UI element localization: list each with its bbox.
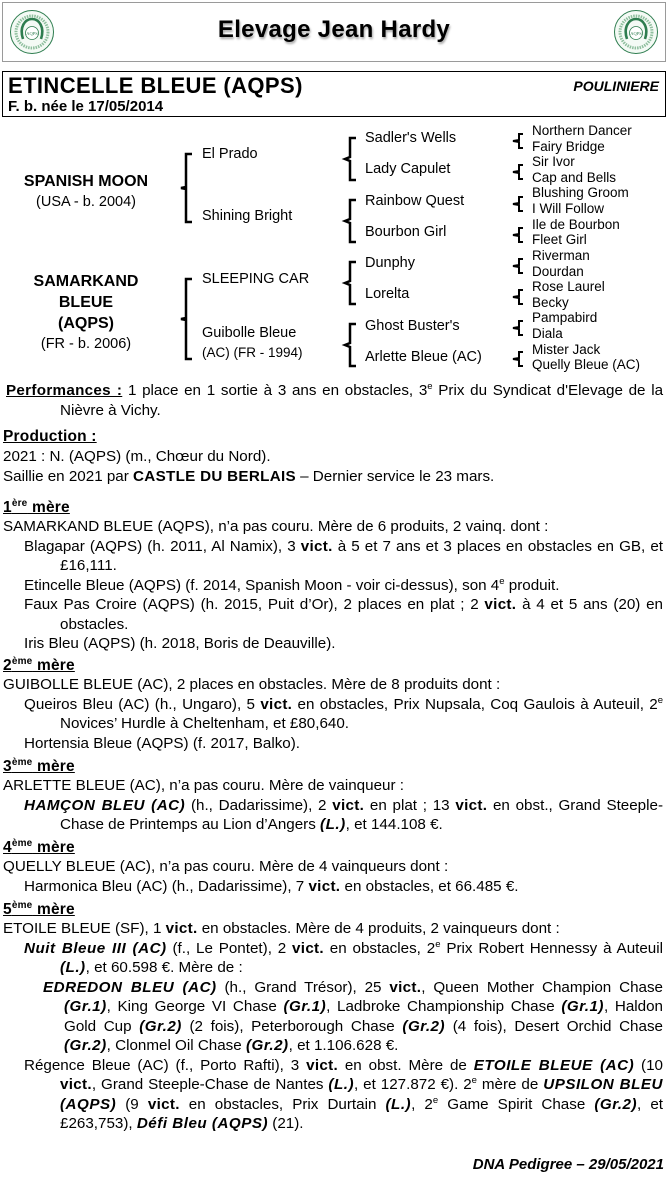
vict-label: vict.	[308, 877, 341, 895]
mere5-product	[3, 939, 663, 978]
winner-name: EDREDON BLEU (AC)	[43, 978, 217, 996]
heading-label: mère	[32, 657, 75, 675]
mere5-grandproduct	[3, 978, 663, 1056]
product-text: Faux Pas Croire (AQPS) (h. 2015, Puit d’Or), 2 places en plat ; 2	[24, 596, 485, 613]
aqps-logo-icon	[613, 9, 659, 55]
mere1-product	[3, 595, 663, 634]
vict-label: vict.	[332, 796, 365, 814]
pedigree-dam	[8, 271, 164, 355]
product-text: , Clonmel Oil Chase	[106, 1037, 246, 1054]
vict-label: vict.	[165, 920, 198, 937]
heading-label: mère	[27, 499, 70, 517]
horse-info-box	[2, 71, 666, 117]
bracket-icon	[334, 196, 360, 246]
mere4-heading	[3, 838, 75, 857]
product-text: (4 fois), Desert Orchid Chase	[445, 1017, 663, 1035]
product-text: en plat ; 13	[364, 796, 456, 814]
dam-name-line: SAMARKAND	[33, 273, 139, 290]
product-text: , Ladbroke Championship Chase	[326, 998, 562, 1015]
race-grade: (L.)	[320, 816, 346, 833]
product-text: mère de	[476, 1076, 544, 1093]
product-text: en obstacles, Prix Nupsala, Coq Gaulois à Auteuil, 2	[292, 695, 658, 713]
product-text: , et 144.108 €.	[345, 816, 443, 833]
pedigree-gen3: Arlette Bleue (AC)	[365, 349, 482, 365]
pedigree-gen4: Sir Ivor	[532, 154, 575, 169]
gen2-info: (AC) (FR - 1994)	[202, 345, 303, 360]
pedigree-gen4: Dourdan	[532, 264, 584, 279]
pedigree-gen2: SLEEPING CAR	[202, 271, 310, 287]
product-text: en obstacles, Prix Durtain	[179, 1095, 386, 1113]
header-title: Elevage Jean Hardy	[217, 16, 451, 43]
race-grade: (L.)	[60, 959, 86, 976]
race-grade: (Gr.2)	[139, 1017, 182, 1035]
product-text: Prix Robert Hennessy à Auteuil	[440, 939, 663, 957]
bracket-icon	[334, 258, 360, 308]
bracket-icon	[507, 318, 527, 338]
svg-text:AQPS: AQPS	[630, 31, 642, 36]
vict-label: vict.	[389, 978, 422, 996]
sire-name: SPANISH MOON	[23, 173, 149, 190]
superscript: e	[499, 575, 505, 587]
production-text: – Dernier service le 23 mars.	[295, 467, 495, 485]
mere4-product	[3, 877, 663, 897]
product-text: (10	[634, 1056, 664, 1074]
footer-source: DNA Pedigree – 29/05/2021	[472, 1156, 664, 1173]
pedigree-gen3: Lorelta	[365, 286, 410, 302]
product-text: (2 fois), Peterborough Chase	[181, 1017, 403, 1035]
mere1-product: Iris Bleu (AQPS) (h. 2018, Boris de Deauville).	[24, 635, 336, 652]
winner-name: ETOILE BLEUE (AC)	[473, 1056, 635, 1074]
superscript: ème	[11, 900, 33, 911]
product-text: , et 1.106.628 €.	[288, 1037, 399, 1054]
bracket-icon	[507, 194, 527, 214]
superscript: ère	[11, 498, 28, 509]
performances-label: Performances :	[6, 382, 123, 399]
product-text: Harmonica Bleu (AC) (h., Dadarissime), 7	[24, 877, 309, 895]
superscript: e	[471, 1074, 477, 1086]
mere5-intro	[3, 919, 663, 939]
pedigree-gen3: Lady Capulet	[365, 161, 451, 177]
performances-section	[3, 381, 663, 420]
product-text: , et £263,753),	[60, 1095, 663, 1132]
mere1-intro: SAMARKAND BLEUE (AQPS), n’a pas couru. Mère de 6 produits, 2 vainq. dont :	[3, 518, 549, 535]
bracket-icon	[507, 287, 527, 307]
winner-name: Défi Bleu (AQPS)	[136, 1115, 269, 1132]
vict-label: vict.	[484, 596, 517, 613]
mere1-product	[3, 537, 663, 576]
race-grade: (Gr.2)	[594, 1095, 638, 1113]
dam-name-line: BLEUE	[58, 294, 114, 311]
race-grade: (Gr.2)	[402, 1017, 446, 1035]
pedigree-sire	[8, 171, 164, 213]
heading-num: 2	[3, 657, 12, 675]
product-text: , et 60.598 €. Mère de :	[85, 959, 243, 976]
product-text: en obstacles, 2	[323, 939, 436, 957]
pedigree-gen4: Northern Dancer	[532, 123, 632, 138]
svg-text:AQPS: AQPS	[26, 31, 38, 36]
pedigree-gen3: Ghost Buster's	[365, 318, 460, 334]
superscript: e	[657, 694, 663, 706]
pedigree-gen3: Sadler's Wells	[365, 130, 457, 146]
pedigree-gen2: El Prado	[202, 146, 258, 162]
heading-label: mère	[32, 758, 75, 776]
pedigree-gen4: Rose Laurel	[532, 279, 605, 294]
product-text: (9	[116, 1095, 148, 1113]
race-grade: (Gr.1)	[64, 998, 107, 1015]
race-grade: (Gr.1)	[283, 998, 327, 1015]
product-text: à 4 et 5 ans (20) en obstacles.	[60, 596, 663, 633]
superscript: ème	[11, 656, 33, 667]
product-text: , King George VI Chase	[106, 998, 284, 1015]
race-grade: (Gr.2)	[245, 1037, 289, 1054]
mere5-product	[3, 1056, 663, 1134]
intro-text: en obstacles. Mère de 4 produits, 2 vainqueurs dont :	[197, 920, 560, 937]
product-text: , Queen Mother Champion Chase	[421, 978, 664, 996]
product-text: produit.	[504, 576, 560, 594]
superscript: e	[427, 380, 433, 392]
product-text: en obstacles, et 66.485 €.	[340, 877, 519, 895]
product-text: à 5 et 7 ans et 3 places en obstacles en GB, et £16,111.	[60, 537, 663, 574]
mere2-section	[3, 675, 663, 753]
pedigree-gen4: Fairy Bridge	[532, 139, 605, 154]
race-grade: (L.)	[385, 1095, 412, 1113]
pedigree-gen4: Ile de Bourbon	[532, 217, 620, 232]
race-grade: (L.)	[328, 1076, 355, 1093]
pedigree-gen4: Pampabird	[532, 310, 598, 325]
bracket-icon	[334, 320, 360, 370]
mere2-product: Hortensia Bleue (AQPS) (f. 2017, Balko).	[24, 734, 301, 752]
vict-label: vict.	[455, 796, 488, 814]
product-text: Régence Bleue (AC) (f., Porto Rafti), 3	[24, 1056, 307, 1074]
mere1-section	[3, 517, 663, 654]
product-text: , 2	[411, 1095, 433, 1113]
sire-info: (USA - b. 2004)	[36, 194, 136, 210]
pedigree-gen3: Dunphy	[365, 255, 415, 271]
superscript: ème	[11, 757, 33, 768]
vict-label: vict.	[147, 1095, 180, 1113]
mere4-section	[3, 857, 663, 896]
product-text: , Haldon Gold Cup	[64, 998, 664, 1035]
bracket-icon	[507, 349, 527, 369]
heading-num: 4	[3, 839, 12, 857]
production-heading: Production :	[3, 428, 97, 445]
mere3-heading	[3, 757, 75, 776]
gen2-name: Guibolle Bleue	[202, 325, 297, 341]
pedigree-gen4: Mister Jack	[532, 342, 601, 357]
vict-label: vict.	[306, 1056, 338, 1074]
superscript: e	[432, 1094, 439, 1106]
pedigree-gen4: I Will Follow	[532, 201, 605, 216]
mere1-product	[3, 576, 663, 596]
heading-num: 5	[3, 901, 12, 919]
pedigree-gen3: Rainbow Quest	[365, 193, 465, 209]
mere3-intro: ARLETTE BLEUE (AC), n’a pas couru. Mère de vainqueur :	[3, 777, 404, 794]
production-line: 2021 : N. (AQPS) (m., Chœur du Nord).	[3, 448, 271, 465]
mere1-heading	[3, 498, 70, 517]
product-text: , et 127.872 €). 2	[354, 1076, 472, 1093]
product-text: Blagapar (AQPS) (h. 2011, Al Namix), 3	[24, 537, 301, 555]
product-text: (21).	[268, 1115, 304, 1132]
pedigree-gen3: Bourbon Girl	[365, 224, 447, 240]
product-text: Game Spirit Chase	[438, 1095, 595, 1113]
bracket-icon	[170, 277, 196, 361]
product-text: , Grand Steeple-Chase de Nantes	[91, 1076, 329, 1093]
mere2-intro: GUIBOLLE BLEUE (AC), 2 places en obstacles. Mère de 8 produits dont :	[3, 676, 501, 693]
vict-label: vict.	[292, 939, 324, 957]
product-text: en obst., Grand Steeple-Chase de Printemps au Lion d’Angers	[60, 796, 664, 833]
bracket-icon	[334, 134, 360, 184]
winner-name: HAMÇON BLEU (AC)	[24, 796, 186, 814]
horse-type: POULINIERE	[573, 78, 659, 94]
vict-label: vict.	[260, 695, 293, 713]
performances-text: 1 place en 1 sortie à 3 ans en obstacles, 3	[122, 382, 428, 399]
pedigree-gen4: Blushing Groom	[532, 185, 629, 200]
mere5-section	[3, 919, 663, 1134]
vict-label: vict.	[300, 537, 333, 555]
heading-label: mère	[32, 901, 75, 919]
page-header	[2, 2, 666, 62]
heading-num: 1	[3, 499, 12, 517]
product-text: (f., Le Pontet), 2	[166, 939, 293, 957]
winner-name: Nuit Bleue III (AC)	[24, 939, 167, 957]
heading-label: mère	[32, 839, 75, 857]
bracket-icon	[507, 131, 527, 151]
superscript: e	[435, 938, 441, 950]
product-text: Queiros Bleu (AC) (h., Ungaro), 5	[24, 695, 261, 713]
pedigree-gen2: Shining Bright	[202, 208, 293, 224]
heading-num: 3	[3, 758, 12, 776]
mere5-heading	[3, 900, 75, 919]
stallion-name: CASTLE DU BERLAIS	[133, 467, 296, 485]
pedigree-gen4: Riverman	[532, 248, 590, 263]
dam-info: (FR - b. 2006)	[40, 336, 132, 352]
bracket-icon	[507, 256, 527, 276]
mere3-section	[3, 776, 663, 835]
mere3-product	[3, 796, 663, 835]
pedigree-gen4: Cap and Bells	[532, 170, 617, 185]
horse-birth: F. b. née le 17/05/2014	[8, 98, 164, 115]
superscript: ème	[11, 838, 33, 849]
pedigree-gen4: Quelly Bleue (AC)	[532, 357, 641, 372]
dam-name-line: (AQPS)	[58, 315, 114, 332]
pedigree-gen4: Fleet Girl	[532, 232, 587, 247]
mere2-heading	[3, 656, 75, 675]
pedigree-gen2	[202, 324, 303, 362]
pedigree-gen4: Becky	[532, 295, 569, 310]
production-section	[3, 447, 663, 486]
winner-name: UPSILON BLEU (AQPS)	[60, 1076, 664, 1113]
product-text: Novices’ Hurdle à Cheltenham, et £80,640.	[60, 715, 350, 732]
product-text: (h., Grand Trésor), 25	[216, 978, 390, 996]
production-line	[3, 467, 663, 487]
mere4-intro: QUELLY BLEUE (AC), n’a pas couru. Mère de 4 vainqueurs dont :	[3, 858, 449, 875]
horse-name: ETINCELLE BLEUE (AQPS)	[8, 73, 303, 98]
bracket-icon	[507, 162, 527, 182]
vict-label: vict.	[60, 1076, 92, 1093]
product-text: (h., Dadarissime), 2	[185, 796, 333, 814]
performances-text: Prix du Syndicat d'Elevage de la Nièvre à Vichy.	[60, 382, 664, 419]
race-grade: (Gr.1)	[561, 998, 604, 1015]
mere2-product	[3, 695, 663, 734]
race-grade: (Gr.2)	[64, 1037, 107, 1054]
product-text: en obst. Mère de	[337, 1056, 474, 1074]
bracket-icon	[170, 152, 196, 224]
production-text: Saillie en 2021 par	[3, 467, 134, 485]
intro-text: ETOILE BLEUE (SF), 1	[3, 920, 166, 937]
bracket-icon	[507, 225, 527, 245]
product-text: Etincelle Bleue (AQPS) (f. 2014, Spanish Moon - voir ci-dessus), son 4	[24, 576, 500, 594]
pedigree-gen4: Diala	[532, 326, 563, 341]
